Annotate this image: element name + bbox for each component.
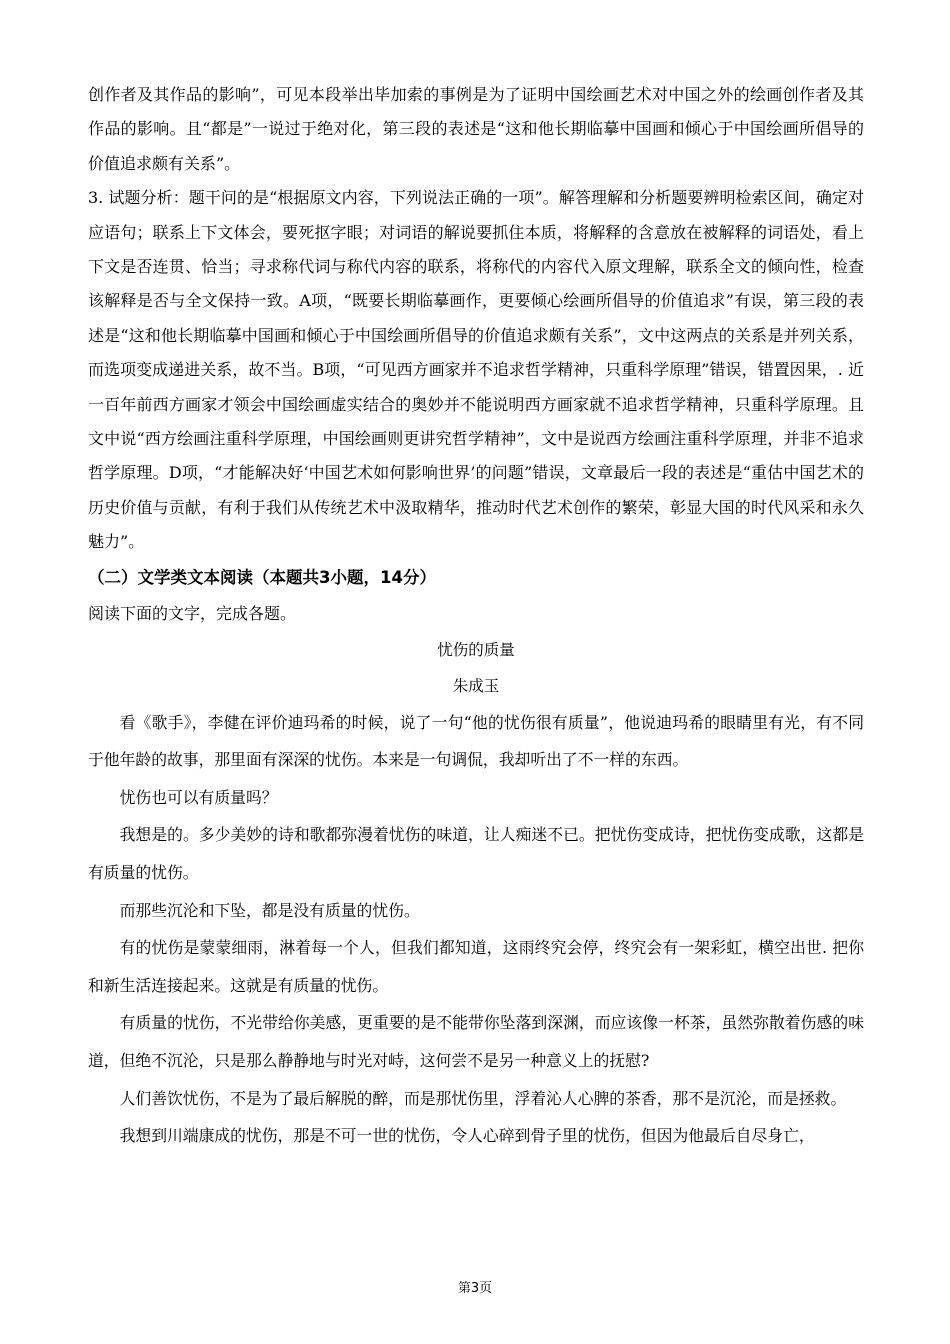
article-paragraph: 而那些沉沦和下坠，都是没有质量的忧伤。 [119, 900, 420, 920]
article-author: 朱成玉 [452, 676, 500, 695]
article-title: 忧伤的质量 [437, 640, 515, 659]
analysis-paragraph-1: 创作者及其作品的影响”，可见本段举出毕加索的事例是为了证明中国绘画艺术对中国之外的绘画创作者及其作品的影响。且“都是”一说过于绝对化，第三段的表述是“这和他长期临摹中国画和倾心于中国绘画所倡导的价值追求颇有关系”。 [88, 85, 864, 173]
article-paragraph: 看《歌手》，李健在评价迪玛希的时候，说了一句“他的忧伤很有质量”，他说迪玛希的眼睛里有光，有不同于他年龄的故事，那里面有深深的忧伤。本来是一句调侃，我却听出了不一样的东西。 [88, 712, 864, 770]
section-heading: （二）文学类文本阅读（本题共3小题，14分） [88, 567, 436, 587]
reading-instruction: 阅读下面的文字，完成各题。 [88, 603, 297, 623]
answer-analysis [88, 78, 864, 560]
analysis-paragraph-2: 3. 试题分析：题干问的是“根据原文内容，下列说法正确的一项”。解答理解和分析题要辨明检索区间，确定对应语句；联系上下文体会，要死抠字眼；对词语的解说要抓住本质，将解释的含意放在被解释的词语处，看上下文是否连贯、恰当；寻求称代词与称代内容的联系，将称代的内容代入原文理解，联系全文的倾向性，检查该解释是否与全文保持一致。A项，“既要长期临摹画作，更要倾心绘画所倡导的价值追求”有误，第三段的表述是“这和他长期临摹中国画和倾心于中国绘画所倡导的价值追求颇有关系”，文中这两点的关系是并列关系，而选项变成递进关系，故不当。B项，“可见西方画家并不追求哲学精神，只重科学原理”错误，错置因果，. 近一百年前西方画家才领会中国绘画虚实结合的奥妙并不能说明西方画家就不追求哲学精神，只重科学原理。且文中说“西方绘画注重科学原理，中国绘画则更讲究哲学精神”，文中是说西方绘画注重科学原理，并非不追求哲学原理。D项，“才能解决好‘中国艺术如何影响世界’的问题”错误，文章最后一段的表述是“重估中国艺术的历史价值与贡献，有利于我们从传统艺术中汲取精华，推动时代艺术创作的繁荣，彰显大国的时代风采和永久魅力”。 [88, 188, 864, 552]
article [88, 632, 864, 1155]
page-number: 第3页 [457, 1281, 493, 1296]
article-paragraph: 我想是的。多少美妙的诗和歌都弥漫着忧伤的味道，让人痴迷不已。把忧伤变成诗，把忧伤变成歌，这都是有质量的忧伤。 [88, 825, 864, 883]
document-page [88, 78, 864, 1155]
article-paragraph: 有的忧伤是蒙蒙细雨，淋着每一个人，但我们都知道，这雨终究会停，终究会有一架彩虹，横空出世. 把你和新生活连接起来。这就是有质量的忧伤。 [88, 938, 864, 995]
article-paragraph: 有质量的忧伤，不光带给你美感，更重要的是不能带你坠落到深渊，而应该像一杯茶，虽然弥散着伤感的味道，但绝不沉沦，只是那么静静地与时光对峙，这何尝不是另一种意义上的抚慰? [88, 1013, 864, 1071]
article-paragraph: 人们善饮忧伤，不是为了最后解脱的醉，而是那忧伤里，浮着沁人心脾的茶香，那不是沉沦，而是拯救。 [119, 1088, 847, 1108]
article-paragraph: 我想到川端康成的忧伤，那是不可一世的忧伤，令人心碎到骨子里的忧伤，但因为他最后自尽身亡， [119, 1126, 815, 1146]
article-paragraph: 忧伤也可以有质量吗？ [119, 787, 278, 807]
